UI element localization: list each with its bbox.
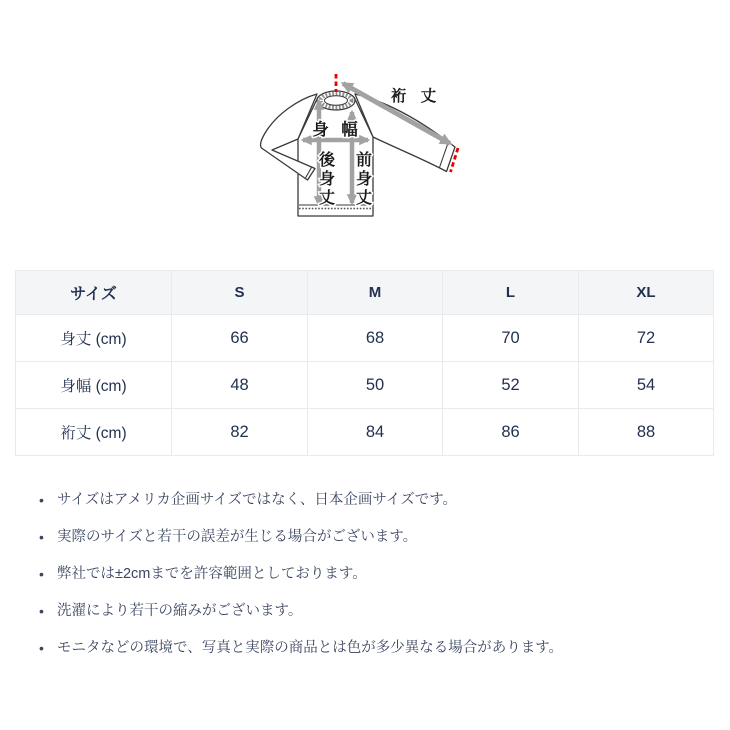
row-label-sleeve-length: 裄丈 (cm) [16,409,172,456]
note-item: • モニタなどの環境で、写真と実際の商品とは色が多少異なる場合があります。 [38,637,710,659]
row-label-body-length: 身丈 (cm) [16,315,172,362]
shirt-collar [317,91,355,110]
cell-body-length-l: 70 [443,315,579,362]
svg-text:身: 身 [355,171,373,188]
cell-body-width-s: 48 [172,362,308,409]
cell-body-width-m: 50 [308,362,443,409]
svg-text:丈: 丈 [318,190,336,207]
cell-body-length-s: 66 [172,315,308,362]
table-row-body-length [16,315,714,362]
size-table-header-m: M [308,271,443,315]
svg-text:丈: 丈 [355,190,373,207]
note-item: • 弊社では±2cmまでを許容範囲としております。 [38,563,710,585]
size-table-header-row [16,271,714,315]
table-row-body-width [16,362,714,409]
garment-diagram-section [0,0,730,270]
garment-measurement-diagram [215,55,515,245]
row-label-body-width: 身幅 (cm) [16,362,172,409]
cell-body-width-l: 52 [443,362,579,409]
size-table-header-xl: XL [579,271,714,315]
cell-sleeve-length-s: 82 [172,409,308,456]
sleeve-length-label: 裄 丈 [390,88,442,105]
cell-body-length-xl: 72 [579,315,714,362]
table-row-sleeve-length [16,409,714,456]
cell-sleeve-length-xl: 88 [579,409,714,456]
note-item: • 洗濯により若干の縮みがございます。 [38,600,710,622]
cell-body-length-m: 68 [308,315,443,362]
note-item: • サイズはアメリカ企画サイズではなく、日本企画サイズです。 [38,489,710,511]
back-length-label [318,150,336,207]
body-width-label: 身 幅 [312,121,362,139]
svg-text:前: 前 [355,152,373,169]
size-table-header-s: S [172,271,308,315]
size-table-header-size: サイズ [16,271,172,315]
cell-sleeve-length-l: 86 [443,409,579,456]
front-length-label [356,150,372,207]
cell-body-width-xl: 54 [579,362,714,409]
size-notes-list [38,489,710,659]
cell-sleeve-length-m: 84 [308,409,443,456]
note-item: • 実際のサイズと若干の誤差が生じる場合がございます。 [38,526,710,548]
size-table-header-l: L [443,271,579,315]
svg-text:身: 身 [318,171,336,188]
svg-text:後: 後 [318,152,336,169]
size-table [15,270,714,456]
